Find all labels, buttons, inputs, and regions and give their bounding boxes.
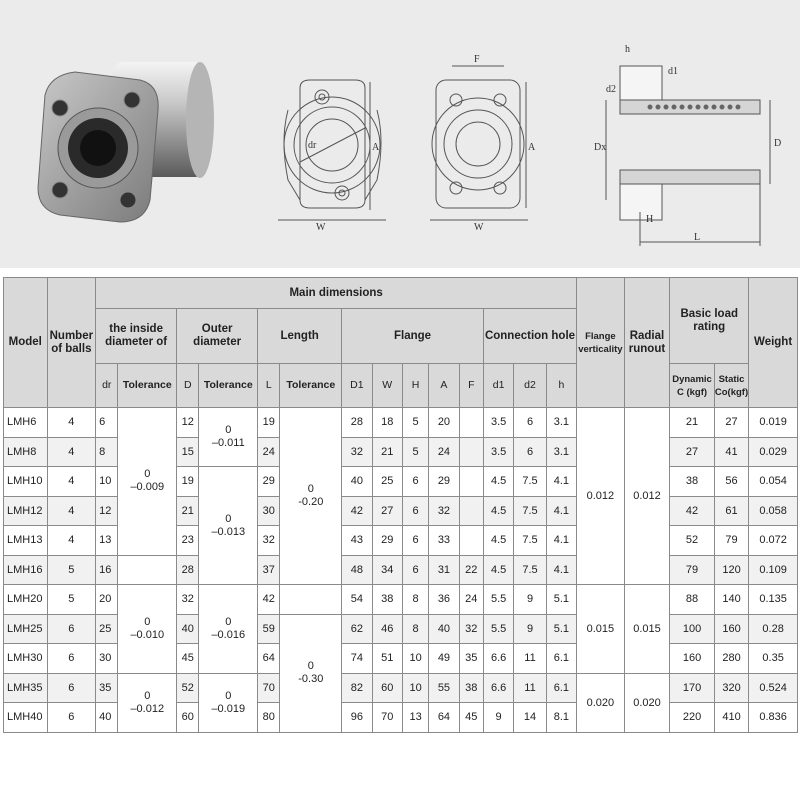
subheader-dr: dr <box>96 364 118 408</box>
header-length: Length <box>258 309 342 364</box>
cell-D: 28 <box>177 555 199 585</box>
cell-model: LMH20 <box>4 585 48 615</box>
cell-d2: 11 <box>514 673 546 703</box>
cell-weight: 0.109 <box>749 555 798 585</box>
cell-h: 3.1 <box>546 408 576 438</box>
cell-h: 4.1 <box>546 555 576 585</box>
cell-F <box>459 467 483 497</box>
cell-d1: 9 <box>483 703 513 733</box>
cell-model: LMH6 <box>4 408 48 438</box>
cell-d1: 3.5 <box>483 408 513 438</box>
cell-static: 160 <box>714 614 748 644</box>
cell-model: LMH10 <box>4 467 48 497</box>
label-l: L <box>694 232 701 243</box>
cell-D1: 54 <box>342 585 372 615</box>
cell-verticality-group-3: 0.020 <box>577 673 625 732</box>
cell-L: 70 <box>258 673 280 703</box>
cell-d1: 5.5 <box>483 614 513 644</box>
tolerance-top: 0 <box>225 689 232 702</box>
cell-D: 52 <box>177 673 199 703</box>
cell-F <box>459 437 483 467</box>
header-flange: Flange <box>342 309 484 364</box>
cell-h: 5.1 <box>546 614 576 644</box>
cell-W: 25 <box>372 467 402 497</box>
cell-D1: 96 <box>342 703 372 733</box>
subheader-d2: d2 <box>514 364 546 408</box>
cell-h: 3.1 <box>546 437 576 467</box>
cell-F <box>459 408 483 438</box>
cell-tolerance-outer-group-2 <box>199 467 258 585</box>
cell-d1: 3.5 <box>483 437 513 467</box>
cell-d2: 7.5 <box>514 555 546 585</box>
tolerance-top: 0 <box>225 615 232 628</box>
cell-tolerance-outer-group-4 <box>199 673 258 732</box>
cell-balls: 4 <box>47 526 96 556</box>
cell-h: 4.1 <box>546 496 576 526</box>
cell-d2: 7.5 <box>514 526 546 556</box>
cell-model: LMH25 <box>4 614 48 644</box>
tolerance-top: 0 <box>144 468 151 481</box>
cell-model: LMH8 <box>4 437 48 467</box>
cell-D: 15 <box>177 437 199 467</box>
tolerance-bottom: –0.011 <box>211 437 245 449</box>
cell-D1: 82 <box>342 673 372 703</box>
cell-A: 55 <box>429 673 459 703</box>
cell-dr: 20 <box>96 585 118 615</box>
header-main-dimensions: Main dimensions <box>96 278 577 309</box>
cell-tolerance-inner-group-1 <box>118 408 177 556</box>
cell-H: 6 <box>402 467 428 497</box>
cell-static: 410 <box>714 703 748 733</box>
cell-static: 56 <box>714 467 748 497</box>
cell-model: LMH16 <box>4 555 48 585</box>
cell-weight: 0.019 <box>749 408 798 438</box>
cell-dr: 30 <box>96 644 118 674</box>
cell-d1: 4.5 <box>483 467 513 497</box>
cell-L: 42 <box>258 585 280 615</box>
cell-H: 10 <box>402 673 428 703</box>
cell-verticality-group-1: 0.012 <box>577 408 625 585</box>
header-model: Model <box>4 278 48 408</box>
cell-d2: 9 <box>514 614 546 644</box>
cell-F: 45 <box>459 703 483 733</box>
cell-model: LMH30 <box>4 644 48 674</box>
tolerance-bottom: -0.20 <box>298 496 324 508</box>
cell-h: 4.1 <box>546 526 576 556</box>
header-basic-load: Basic load rating <box>670 278 749 364</box>
tolerance-bottom: –0.012 <box>130 702 165 715</box>
header-runout: Radial runout <box>624 278 670 408</box>
label-w1: W <box>316 222 326 233</box>
cell-tolerance-length-group-2 <box>280 614 342 732</box>
tolerance-top: 0 <box>225 424 232 436</box>
cell-d2: 6 <box>514 437 546 467</box>
cell-H: 6 <box>402 526 428 556</box>
cell-static: 27 <box>714 408 748 438</box>
cell-d2: 11 <box>514 644 546 674</box>
cell-L: 32 <box>258 526 280 556</box>
cell-D: 32 <box>177 585 199 615</box>
cell-static: 120 <box>714 555 748 585</box>
technical-drawings <box>0 0 800 268</box>
cell-dynamic: 79 <box>670 555 715 585</box>
label-dx: Dx <box>594 142 607 153</box>
cell-W: 51 <box>372 644 402 674</box>
cell-L: 19 <box>258 408 280 438</box>
cell-A: 49 <box>429 644 459 674</box>
cell-W: 21 <box>372 437 402 467</box>
subheader-tolerance-length: Tolerance <box>280 364 342 408</box>
cell-balls: 5 <box>47 585 96 615</box>
label-d1: d1 <box>668 66 678 77</box>
cell-dynamic: 52 <box>670 526 715 556</box>
tolerance-bottom: –0.019 <box>211 702 246 715</box>
cell-h: 6.1 <box>546 644 576 674</box>
section-view-drawing <box>606 66 770 246</box>
cell-D: 40 <box>177 614 199 644</box>
bearing-photo <box>38 62 214 222</box>
cell-A: 32 <box>429 496 459 526</box>
subheader-H: H <box>402 364 428 408</box>
subheader-dynamic: Dynamic C (kgf) <box>670 364 715 408</box>
cell-tolerance-length-empty <box>280 585 342 615</box>
cell-tolerance-inner-empty <box>118 555 177 585</box>
cell-A: 29 <box>429 467 459 497</box>
header-weight: Weight <box>749 278 798 408</box>
cell-d1: 4.5 <box>483 526 513 556</box>
tolerance-bottom: –0.013 <box>211 525 246 538</box>
cell-dynamic: 170 <box>670 673 715 703</box>
cell-F <box>459 526 483 556</box>
cell-weight: 0.524 <box>749 673 798 703</box>
cell-D1: 32 <box>342 437 372 467</box>
tolerance-top: 0 <box>307 660 314 672</box>
cell-static: 41 <box>714 437 748 467</box>
subheader-L: L <box>258 364 280 408</box>
cell-dr: 40 <box>96 703 118 733</box>
cell-h: 6.1 <box>546 673 576 703</box>
cell-dynamic: 42 <box>670 496 715 526</box>
cell-model: LMH13 <box>4 526 48 556</box>
cell-tolerance-inner-group-2 <box>118 585 177 674</box>
cell-D1: 43 <box>342 526 372 556</box>
cell-W: 46 <box>372 614 402 644</box>
cell-F: 35 <box>459 644 483 674</box>
tolerance-bottom: –0.009 <box>130 481 165 494</box>
cell-H: 5 <box>402 408 428 438</box>
cell-A: 20 <box>429 408 459 438</box>
cell-A: 36 <box>429 585 459 615</box>
product-illustration-area <box>0 0 800 268</box>
cell-static: 140 <box>714 585 748 615</box>
cell-runout-group-2: 0.015 <box>624 585 670 674</box>
tolerance-bottom: –0.016 <box>211 628 246 641</box>
cell-model: LMH35 <box>4 673 48 703</box>
cell-dr: 10 <box>96 467 118 497</box>
label-d2: d2 <box>606 84 616 95</box>
cell-dynamic: 38 <box>670 467 715 497</box>
cell-balls: 4 <box>47 408 96 438</box>
cell-weight: 0.054 <box>749 467 798 497</box>
cell-A: 31 <box>429 555 459 585</box>
label-a1: A <box>372 142 380 153</box>
cell-d2: 6 <box>514 408 546 438</box>
cell-tolerance-length-group-1 <box>280 408 342 585</box>
cell-L: 37 <box>258 555 280 585</box>
cell-weight: 0.029 <box>749 437 798 467</box>
cell-H: 6 <box>402 555 428 585</box>
cell-dr: 25 <box>96 614 118 644</box>
spec-table-body <box>4 408 798 733</box>
cell-tolerance-inner-group-3 <box>118 673 177 732</box>
tolerance-top: 0 <box>225 512 232 525</box>
cell-H: 8 <box>402 585 428 615</box>
cell-d1: 4.5 <box>483 496 513 526</box>
cell-H: 10 <box>402 644 428 674</box>
cell-d1: 4.5 <box>483 555 513 585</box>
cell-balls: 6 <box>47 673 96 703</box>
cell-weight: 0.072 <box>749 526 798 556</box>
cell-runout-group-1: 0.012 <box>624 408 670 585</box>
table-row <box>4 408 798 438</box>
cell-tolerance-outer-group-1 <box>199 408 258 467</box>
table-row <box>4 585 798 615</box>
cell-d1: 6.6 <box>483 644 513 674</box>
cell-balls: 6 <box>47 644 96 674</box>
subheader-F: F <box>459 364 483 408</box>
cell-H: 13 <box>402 703 428 733</box>
cell-F <box>459 496 483 526</box>
cell-static: 61 <box>714 496 748 526</box>
cell-dynamic: 160 <box>670 644 715 674</box>
subheader-static: Static Co(kgf) <box>714 364 748 408</box>
subheader-W: W <box>372 364 402 408</box>
cell-balls: 4 <box>47 467 96 497</box>
cell-h: 8.1 <box>546 703 576 733</box>
cell-F: 24 <box>459 585 483 615</box>
cell-tolerance-outer-group-3 <box>199 585 258 674</box>
cell-model: LMH40 <box>4 703 48 733</box>
header-inside-diameter: the inside diameter of <box>96 309 177 364</box>
cell-runout-group-3: 0.020 <box>624 673 670 732</box>
tolerance-top: 0 <box>307 483 314 495</box>
cell-W: 27 <box>372 496 402 526</box>
cell-weight: 0.135 <box>749 585 798 615</box>
header-outer-diameter: Outer diameter <box>177 309 258 364</box>
label-dr: dr <box>308 140 317 151</box>
subheader-h: h <box>546 364 576 408</box>
label-w2: W <box>474 222 484 233</box>
cell-F: 38 <box>459 673 483 703</box>
subheader-D1: D1 <box>342 364 372 408</box>
cell-L: 64 <box>258 644 280 674</box>
cell-d1: 6.6 <box>483 673 513 703</box>
cell-D: 12 <box>177 408 199 438</box>
cell-H: 6 <box>402 496 428 526</box>
cell-d2: 9 <box>514 585 546 615</box>
tolerance-top: 0 <box>144 615 151 628</box>
cell-D1: 74 <box>342 644 372 674</box>
cell-D1: 48 <box>342 555 372 585</box>
cell-dynamic: 27 <box>670 437 715 467</box>
cell-weight: 0.058 <box>749 496 798 526</box>
cell-balls: 5 <box>47 555 96 585</box>
spec-table <box>3 277 798 733</box>
label-h-small: h <box>625 44 630 55</box>
table-row <box>4 673 798 703</box>
cell-d2: 14 <box>514 703 546 733</box>
cell-static: 280 <box>714 644 748 674</box>
cell-balls: 4 <box>47 496 96 526</box>
subheader-d1: d1 <box>483 364 513 408</box>
cell-h: 5.1 <box>546 585 576 615</box>
cell-d2: 7.5 <box>514 467 546 497</box>
front-view-drawing <box>278 80 386 220</box>
cell-dynamic: 220 <box>670 703 715 733</box>
cell-D: 23 <box>177 526 199 556</box>
front-view-drawing-2 <box>430 66 528 220</box>
cell-W: 38 <box>372 585 402 615</box>
label-hh: H <box>646 214 654 225</box>
tolerance-bottom: -0.30 <box>298 673 324 685</box>
cell-d1: 5.5 <box>483 585 513 615</box>
cell-D1: 28 <box>342 408 372 438</box>
cell-W: 60 <box>372 673 402 703</box>
label-a2: A <box>528 142 536 153</box>
cell-L: 80 <box>258 703 280 733</box>
tolerance-bottom: –0.010 <box>130 628 165 641</box>
cell-dr: 8 <box>96 437 118 467</box>
cell-A: 33 <box>429 526 459 556</box>
cell-H: 5 <box>402 437 428 467</box>
subheader-tolerance-inner: Tolerance <box>118 364 177 408</box>
cell-weight: 0.35 <box>749 644 798 674</box>
cell-dr: 35 <box>96 673 118 703</box>
cell-F: 32 <box>459 614 483 644</box>
cell-dynamic: 88 <box>670 585 715 615</box>
cell-static: 79 <box>714 526 748 556</box>
cell-D: 45 <box>177 644 199 674</box>
cell-dr: 16 <box>96 555 118 585</box>
cell-balls: 6 <box>47 703 96 733</box>
subheader-D: D <box>177 364 199 408</box>
cell-H: 8 <box>402 614 428 644</box>
cell-A: 40 <box>429 614 459 644</box>
cell-D: 19 <box>177 467 199 497</box>
cell-h: 4.1 <box>546 467 576 497</box>
cell-model: LMH12 <box>4 496 48 526</box>
table-row <box>4 555 798 585</box>
cell-W: 29 <box>372 526 402 556</box>
cell-D: 60 <box>177 703 199 733</box>
cell-L: 30 <box>258 496 280 526</box>
cell-balls: 4 <box>47 437 96 467</box>
header-verticality: Flange verticality <box>577 278 625 408</box>
cell-balls: 6 <box>47 614 96 644</box>
cell-dynamic: 21 <box>670 408 715 438</box>
label-f: F <box>474 54 480 65</box>
cell-weight: 0.836 <box>749 703 798 733</box>
header-connection-hole: Connection hole <box>483 309 576 364</box>
cell-weight: 0.28 <box>749 614 798 644</box>
cell-W: 34 <box>372 555 402 585</box>
cell-verticality-group-2: 0.015 <box>577 585 625 674</box>
cell-D1: 42 <box>342 496 372 526</box>
cell-W: 18 <box>372 408 402 438</box>
tolerance-top: 0 <box>144 689 151 702</box>
cell-W: 70 <box>372 703 402 733</box>
cell-D1: 62 <box>342 614 372 644</box>
header-balls: Number of balls <box>47 278 96 408</box>
subheader-A: A <box>429 364 459 408</box>
cell-dr: 6 <box>96 408 118 438</box>
cell-L: 59 <box>258 614 280 644</box>
cell-A: 64 <box>429 703 459 733</box>
cell-dr: 13 <box>96 526 118 556</box>
cell-D1: 40 <box>342 467 372 497</box>
cell-D: 21 <box>177 496 199 526</box>
cell-dynamic: 100 <box>670 614 715 644</box>
cell-static: 320 <box>714 673 748 703</box>
cell-L: 29 <box>258 467 280 497</box>
label-d: D <box>774 138 782 149</box>
cell-dr: 12 <box>96 496 118 526</box>
cell-A: 24 <box>429 437 459 467</box>
cell-d2: 7.5 <box>514 496 546 526</box>
subheader-tolerance-outer: Tolerance <box>199 364 258 408</box>
cell-F: 22 <box>459 555 483 585</box>
cell-L: 24 <box>258 437 280 467</box>
